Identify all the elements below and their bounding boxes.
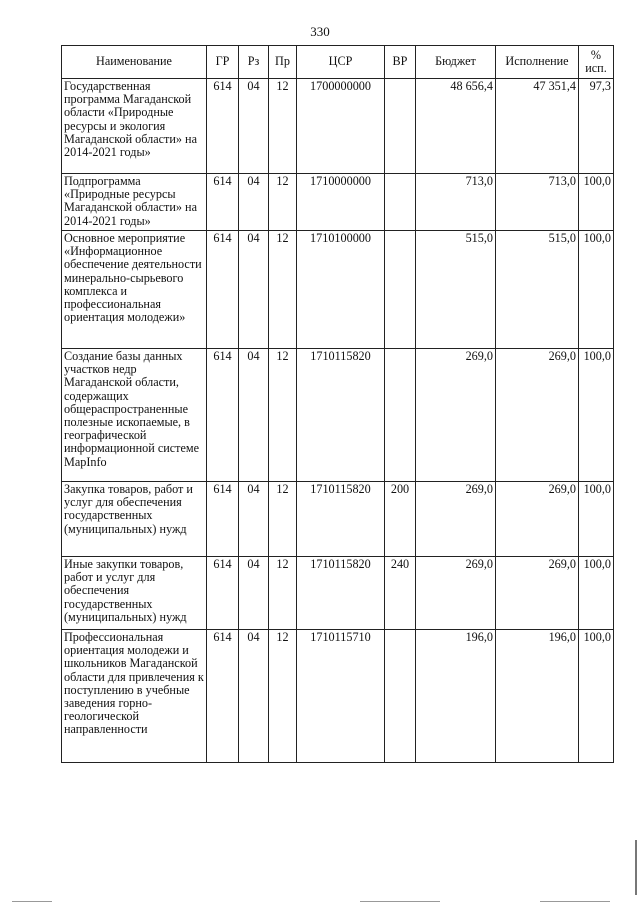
table-row — [62, 174, 614, 231]
row-csr: 1700000000 — [297, 79, 385, 174]
row-rz: 04 — [239, 231, 269, 349]
table-row — [62, 482, 614, 557]
row-rz: 04 — [239, 557, 269, 630]
row-csr: 1710115710 — [297, 630, 385, 763]
row-name: Профессиональная ориентация молодежи и школьников Магаданской области для привлечения к поступлению в учебные заведения горно-геологической направленности — [62, 630, 207, 763]
row-csr: 1710115820 — [297, 482, 385, 557]
row-execution: 196,0 — [496, 630, 579, 763]
row-name: Основное мероприятие «Информационное обеспечение деятельности минерально-сырьевого комплекса и профессиональная ориентация молодежи» — [62, 231, 207, 349]
budget-table — [61, 45, 614, 763]
row-budget: 269,0 — [416, 482, 496, 557]
header-pct-label: исп. — [585, 61, 607, 75]
row-execution: 47 351,4 — [496, 79, 579, 174]
row-execution: 269,0 — [496, 349, 579, 482]
row-gr: 614 — [207, 630, 239, 763]
row-name: Создание базы данных участков недр Магаданской области, содержащих общераспространенные полезные ископаемые, в географической информационной системе MapInfo — [62, 349, 207, 482]
header-name: Наименование — [62, 46, 207, 79]
header-rz: Рз — [239, 46, 269, 79]
row-pr: 12 — [269, 349, 297, 482]
row-vr: 240 — [385, 557, 416, 630]
row-execution: 515,0 — [496, 231, 579, 349]
header-pct — [579, 46, 614, 79]
row-vr: 200 — [385, 482, 416, 557]
row-vr — [385, 79, 416, 174]
scan-bottom-line — [540, 901, 610, 902]
row-budget: 713,0 — [416, 174, 496, 231]
header-budget: Бюджет — [416, 46, 496, 79]
row-budget: 515,0 — [416, 231, 496, 349]
row-pr: 12 — [269, 231, 297, 349]
row-pr: 12 — [269, 630, 297, 763]
row-csr: 1710115820 — [297, 349, 385, 482]
row-vr — [385, 231, 416, 349]
row-name: Закупка товаров, работ и услуг для обеспечения государственных (муниципальных) нужд — [62, 482, 207, 557]
row-budget: 48 656,4 — [416, 79, 496, 174]
row-pct: 100,0 — [579, 482, 614, 557]
row-gr: 614 — [207, 174, 239, 231]
row-gr: 614 — [207, 79, 239, 174]
scan-bottom-line — [360, 901, 440, 902]
row-vr — [385, 349, 416, 482]
row-pr: 12 — [269, 174, 297, 231]
table-row — [62, 557, 614, 630]
page-number: 330 — [310, 24, 330, 39]
row-rz: 04 — [239, 349, 269, 482]
row-gr: 614 — [207, 482, 239, 557]
row-pct: 100,0 — [579, 557, 614, 630]
row-gr: 614 — [207, 349, 239, 482]
row-budget: 269,0 — [416, 349, 496, 482]
row-rz: 04 — [239, 630, 269, 763]
header-pct-symbol: % — [590, 47, 602, 62]
row-pr: 12 — [269, 79, 297, 174]
scan-edge-mark — [635, 840, 637, 895]
row-gr: 614 — [207, 231, 239, 349]
row-csr: 1710000000 — [297, 174, 385, 231]
header-pr: Пр — [269, 46, 297, 79]
row-pr: 12 — [269, 557, 297, 630]
scan-bottom-line — [12, 901, 52, 902]
row-rz: 04 — [239, 79, 269, 174]
row-execution: 269,0 — [496, 482, 579, 557]
row-csr: 1710100000 — [297, 231, 385, 349]
row-pct: 97,3 — [579, 79, 614, 174]
row-pct: 100,0 — [579, 231, 614, 349]
table-header-row — [62, 46, 614, 79]
table-row — [62, 630, 614, 763]
row-budget: 196,0 — [416, 630, 496, 763]
row-rz: 04 — [239, 174, 269, 231]
row-pct: 100,0 — [579, 349, 614, 482]
header-execution: Исполнение — [496, 46, 579, 79]
row-name: Иные закупки товаров, работ и услуг для обеспечения государственных (муниципальных) нужд — [62, 557, 207, 630]
row-pct: 100,0 — [579, 630, 614, 763]
row-gr: 614 — [207, 557, 239, 630]
table-row — [62, 79, 614, 174]
row-vr — [385, 630, 416, 763]
table-row — [62, 349, 614, 482]
row-pct: 100,0 — [579, 174, 614, 231]
row-execution: 713,0 — [496, 174, 579, 231]
row-budget: 269,0 — [416, 557, 496, 630]
row-csr: 1710115820 — [297, 557, 385, 630]
row-rz: 04 — [239, 482, 269, 557]
row-name: Подпрограмма «Природные ресурсы Магаданской области» на 2014-2021 годы» — [62, 174, 207, 231]
header-gr: ГР — [207, 46, 239, 79]
row-execution: 269,0 — [496, 557, 579, 630]
row-pr: 12 — [269, 482, 297, 557]
header-vr: ВР — [385, 46, 416, 79]
row-name: Государственная программа Магаданской области «Природные ресурсы и экология Магаданской области» на 2014-2021 годы» — [62, 79, 207, 174]
table-row — [62, 231, 614, 349]
header-csr: ЦСР — [297, 46, 385, 79]
row-vr — [385, 174, 416, 231]
